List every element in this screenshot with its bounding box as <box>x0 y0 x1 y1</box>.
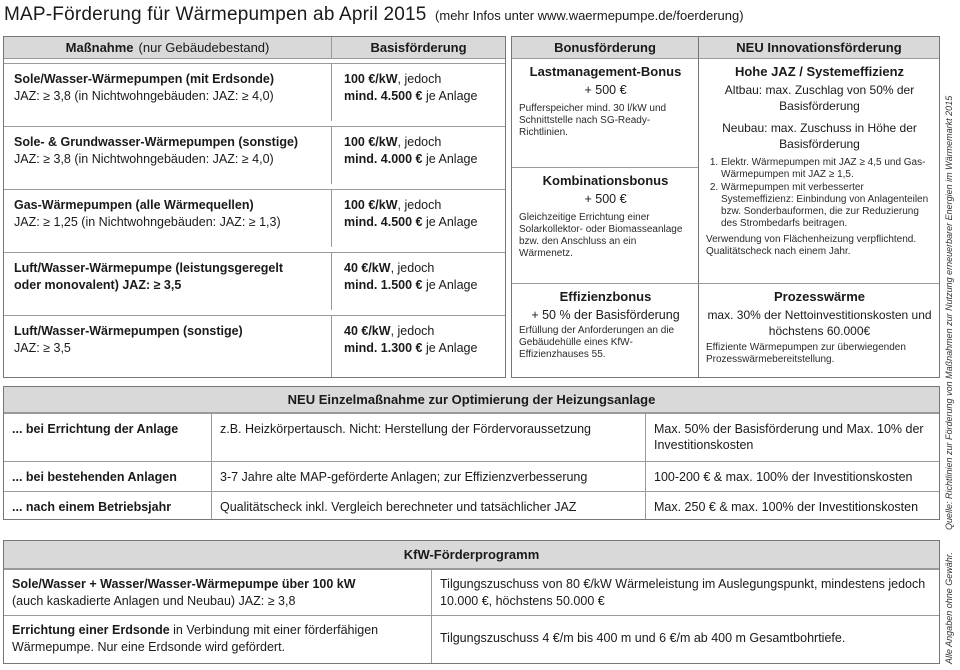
innovation-note: 2. Wärmepumpen mit verbesserter Systemeffizienz: Einbindung von Anlagenteilen bzw. Sonderbauformen, die zur Reduzierung des Strombedarfs beitragen. <box>721 182 933 230</box>
funding-minimum-suffix: je Anlage <box>422 89 478 103</box>
measure-funding-cell <box>332 316 505 377</box>
funding-rate-suffix: , jedoch <box>397 135 442 149</box>
measure-row <box>4 126 505 184</box>
optimization-when: ... bei bestehenden Anlagen <box>4 462 212 491</box>
measure-name: Luft/Wasser-Wärmepumpe (leistungsgeregelt <box>14 261 284 275</box>
optimization-what: Qualitätscheck inkl. Vergleich berechneter und tatsächlicher JAZ <box>212 492 646 519</box>
high-jaz-section <box>699 59 939 281</box>
kfw-program-table <box>3 540 940 664</box>
source-note: Quelle: Richtlinien zur Förderung von Maßnahmen zur Nutzung erneuerbarer Energien im Wärmemarkt 2015 <box>944 95 954 530</box>
measure-jaz: oder monovalent) JAZ: ≥ 3,5 <box>14 278 182 292</box>
funding-rate-suffix: , jedoch <box>390 261 435 275</box>
kfw-row <box>4 615 939 663</box>
measure-jaz: JAZ: ≥ 3,5 <box>14 341 71 355</box>
measure-name-cell <box>4 190 332 247</box>
kfw-measure-title: Sole/Wasser + Wasser/Wasser-Wärmepumpe über 100 kW <box>12 577 356 591</box>
measure-column-note: (nur Gebäudebestand) <box>138 40 270 55</box>
optimization-row <box>4 413 939 461</box>
funding-minimum-suffix: je Anlage <box>422 152 478 166</box>
funding-rate: 100 €/kW <box>344 198 398 212</box>
altbau-text: Altbau: max. Zuschlag von 50% der Basisförderung <box>724 83 915 113</box>
innovation-note: 1. Elektr. Wärmepumpen mit JAZ ≥ 4,5 und Gas-Wärmepumpen mit JAZ ≥ 1,5. <box>721 157 933 181</box>
measure-jaz: JAZ: ≥ 3,8 (in Nichtwohngebäuden: JAZ: ≥ 4,0) <box>14 152 274 166</box>
bonus-description: Erfüllung der Anforderungen an die Gebäudehülle eines KfW-Effizienzhauses 55. <box>519 325 675 360</box>
funding-rate: 40 €/kW <box>344 324 391 338</box>
funding-rate: 40 €/kW <box>344 261 391 275</box>
kfw-row <box>4 569 939 615</box>
bonus-title: Lastmanagement-Bonus <box>529 64 682 79</box>
optimization-what: z.B. Heizkörpertausch. Nicht: Herstellung der Fördervoraussetzung <box>212 414 646 461</box>
optimization-when: ... bei Errichtung der Anlage <box>4 414 212 461</box>
process-heat-value: max. 30% der Nettoinvestitionskosten und höchstens 60.000€ <box>707 308 932 338</box>
measure-name-cell <box>4 64 332 121</box>
kfw-header: KfW-Förderprogramm <box>4 541 939 569</box>
measure-row <box>4 63 505 121</box>
disclaimer-note: Alle Angaben ohne Gewähr. <box>944 552 954 664</box>
page-title: MAP-Förderung für Wärmepumpen ab April 2015 <box>4 4 427 25</box>
funding-minimum-suffix: je Anlage <box>422 341 478 355</box>
funding-rate-suffix: , jedoch <box>397 198 442 212</box>
measure-name: Sole- & Grundwasser-Wärmepumpen (sonstige) <box>14 135 299 149</box>
neubau-text: Neubau: max. Zuschuss in Höhe der Basisförderung <box>722 121 917 151</box>
bonus-title: Kombinationsbonus <box>542 173 669 188</box>
measure-jaz: JAZ: ≥ 1,25 (in Nichtwohngebäuden: JAZ: ≥ 1,3) <box>14 215 281 229</box>
kfw-amount: Tilgungszuschuss 4 €/m bis 400 m und 6 €/m ab 400 m Gesamtbohrtiefe. <box>440 631 846 645</box>
kfw-measure-title: Errichtung einer Erdsonde <box>12 623 170 637</box>
measure-row <box>4 315 505 377</box>
process-heat-section <box>699 283 939 377</box>
measure-row <box>4 189 505 247</box>
page-subtitle: (mehr Infos unter www.waermepumpe.de/foerderung) <box>435 8 744 23</box>
innovation-extra-note: Verwendung von Flächenheizung verpflichtend. Qualitätscheck nach einem Jahr. <box>706 234 917 257</box>
bonus-description: Gleichzeitige Errichtung einer Solarkollektor- oder Biomasseanlage bzw. den Anschluss an ein Wärmenetz. <box>519 212 683 259</box>
measure-funding-cell <box>332 253 505 310</box>
measure-funding-cell <box>332 127 505 184</box>
measures-header-row <box>4 37 505 59</box>
measure-name: Luft/Wasser-Wärmepumpen (sonstige) <box>14 324 243 338</box>
bonus-value: + 500 € <box>584 192 627 206</box>
kfw-measure-detail: in Verbindung mit einer förderfähigen Wärmepumpe. Nur eine Erdsonde wird gefördert. <box>12 623 379 654</box>
measure-name-cell <box>4 316 332 377</box>
optimization-amount: Max. 250 € & max. 100% der Investitionskosten <box>654 500 919 514</box>
kfw-measure-cell <box>4 570 432 615</box>
innovation-header: NEU Innovationsförderung <box>699 37 939 59</box>
high-jaz-title: Hohe JAZ / Systemeffizienz <box>734 64 905 79</box>
bonus-item <box>512 283 698 377</box>
funding-minimum: mind. 1.300 € <box>344 341 423 355</box>
optimization-what: 3-7 Jahre alte MAP-geförderte Anlagen; zur Effizienzverbesserung <box>212 462 646 491</box>
measure-name-cell <box>4 127 332 184</box>
measure-name: Gas-Wärmepumpen (alle Wärmequellen) <box>14 198 254 212</box>
bonus-title: Effizienzbonus <box>559 289 652 304</box>
funding-rate: 100 €/kW <box>344 135 398 149</box>
kfw-amount: Tilgungszuschuss von 80 €/kW Wärmeleistung im Auslegungspunkt, mindestens jedoch 10.000 €, höchstens 50.000 € <box>440 577 926 608</box>
funding-minimum: mind. 4.500 € <box>344 215 423 229</box>
measure-funding-cell <box>332 64 505 121</box>
basis-column-header: Basisförderung <box>332 37 505 59</box>
funding-rate-suffix: , jedoch <box>390 324 435 338</box>
measure-name-cell <box>4 253 332 310</box>
optimization-row <box>4 461 939 491</box>
funding-minimum: mind. 4.500 € <box>344 89 423 103</box>
process-heat-title: Prozesswärme <box>773 289 866 304</box>
optimization-amount: Max. 50% der Basisförderung und Max. 10% der Investitionskosten <box>654 422 924 452</box>
bonus-item <box>512 167 698 277</box>
funding-minimum-suffix: je Anlage <box>422 215 478 229</box>
measure-funding-cell <box>332 190 505 247</box>
measure-row <box>4 252 505 310</box>
measure-column-header <box>4 37 332 59</box>
funding-minimum-suffix: je Anlage <box>422 278 478 292</box>
optimization-header: NEU Einzelmaßnahme zur Optimierung der Heizungsanlage <box>4 387 939 413</box>
bonus-value: + 500 € <box>584 83 627 97</box>
kfw-measure-detail: (auch kaskadierte Anlagen und Neubau) JAZ: ≥ 3,8 <box>12 594 296 608</box>
funding-rate-suffix: , jedoch <box>397 72 442 86</box>
measure-column-title: Maßnahme <box>65 40 134 55</box>
innovation-notes-list <box>706 157 933 230</box>
funding-minimum: mind. 4.000 € <box>344 152 423 166</box>
page-header <box>4 4 744 30</box>
innovation-funding-panel <box>698 36 940 378</box>
bonus-value: + 50 % der Basisförderung <box>531 308 680 322</box>
measures-table <box>3 36 506 378</box>
measure-jaz: JAZ: ≥ 3,8 (in Nichtwohngebäuden: JAZ: ≥ 4,0) <box>14 89 274 103</box>
optimization-amount: 100-200 € & max. 100% der Investitionskosten <box>654 470 913 484</box>
bonus-item <box>512 59 698 156</box>
process-heat-description: Effiziente Wärmepumpen zur überwiegenden Prozesswärmebereitstellung. <box>706 342 906 365</box>
kfw-measure-cell <box>4 616 432 663</box>
funding-minimum: mind. 1.500 € <box>344 278 423 292</box>
optimization-table <box>3 386 940 520</box>
bonus-header: Bonusförderung <box>512 37 698 59</box>
optimization-when: ... nach einem Betriebsjahr <box>4 492 212 519</box>
optimization-row <box>4 491 939 519</box>
funding-rate: 100 €/kW <box>344 72 398 86</box>
measure-name: Sole/Wasser-Wärmepumpen (mit Erdsonde) <box>14 72 274 86</box>
bonus-funding-panel <box>511 36 699 378</box>
bonus-description: Pufferspeicher mind. 30 l/kW und Schnittstelle nach SG-Ready-Richtlinien. <box>519 103 667 138</box>
